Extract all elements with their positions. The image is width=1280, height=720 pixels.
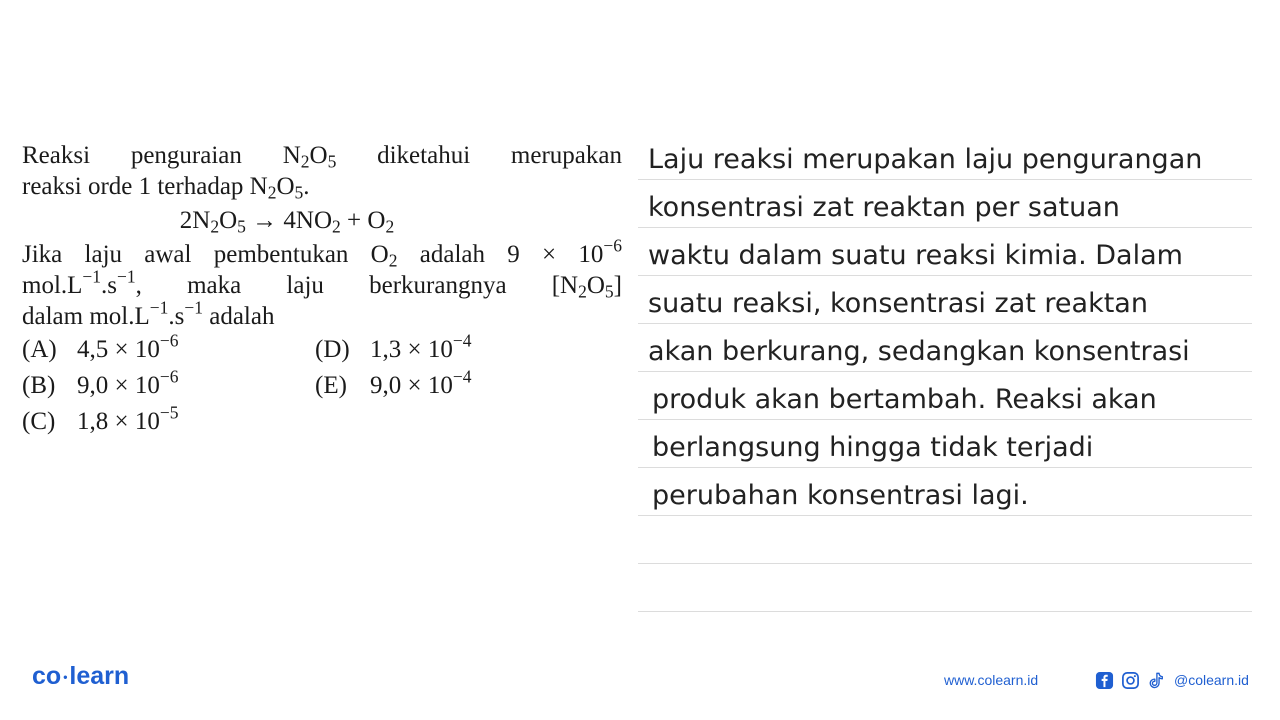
website-link[interactable]: www.colearn.id xyxy=(944,672,1039,688)
social-links xyxy=(1094,668,1249,692)
explanation-line: suatu reaksi, konsentrasi zat reaktan xyxy=(638,276,1252,324)
question-line-1: Reaksi penguraian $N_2O_5$ diketahui merupakan xyxy=(22,142,622,172)
explanation-line: produk akan bertambah. Reaksi akan xyxy=(638,372,1252,420)
explanation-line xyxy=(638,516,1252,564)
colearn-logo xyxy=(32,662,129,691)
explanation-line: berlangsung hingga tidak terjadi xyxy=(638,420,1252,468)
explanation-line: waktu dalam suatu reaksi kimia. Dalam xyxy=(638,228,1252,276)
question-line-2: reaksi orde 1 terhadap $N_2O_5$. xyxy=(22,173,310,203)
question-line-3: Jika laju awal pembentukan $O_2$ adalah $9 \times 10^{-6}$ xyxy=(22,235,622,271)
facebook-icon[interactable] xyxy=(1094,670,1114,690)
option-e[interactable]: (E) $9,0 \times 10^{-4}$ xyxy=(315,366,472,399)
explanation-panel xyxy=(638,132,1252,612)
logo-learn: learn xyxy=(69,662,130,690)
option-b[interactable]: (B) $9,0 \times 10^{-6}$ xyxy=(22,366,179,399)
logo-co: co xyxy=(32,662,62,690)
instagram-icon[interactable] xyxy=(1120,670,1140,690)
question-line-5: dalam $mol.L^{-1}.s^{-1}$ adalah xyxy=(22,297,275,330)
logo-dot: • xyxy=(63,670,68,685)
option-d[interactable]: (D) $1,3 \times 10^{-4}$ xyxy=(315,330,472,363)
explanation-line xyxy=(638,564,1252,612)
option-c[interactable]: (C) $1,8 \times 10^{-5}$ xyxy=(22,402,179,435)
explanation-line: Laju reaksi merupakan laju pengurangan xyxy=(638,132,1252,180)
question-line-4: $mol.L^{-1}.s^{-1}$, maka laju berkurangnya $[N_2O_5]$ xyxy=(22,266,622,302)
option-a[interactable]: (A) $4,5 \times 10^{-6}$ xyxy=(22,330,179,363)
explanation-line: konsentrasi zat reaktan per satuan xyxy=(638,180,1252,228)
explanation-line: akan berkurang, sedangkan konsentrasi xyxy=(638,324,1252,372)
question-block xyxy=(22,140,622,444)
explanation-line: perubahan konsentrasi lagi. xyxy=(638,468,1252,516)
tiktok-icon[interactable] xyxy=(1146,670,1166,690)
social-handle: @colearn.id xyxy=(1174,672,1249,688)
answer-options xyxy=(22,330,622,444)
reaction-equation: $2N_2O_5 \to 4NO_2 + O_2$ xyxy=(179,207,395,237)
